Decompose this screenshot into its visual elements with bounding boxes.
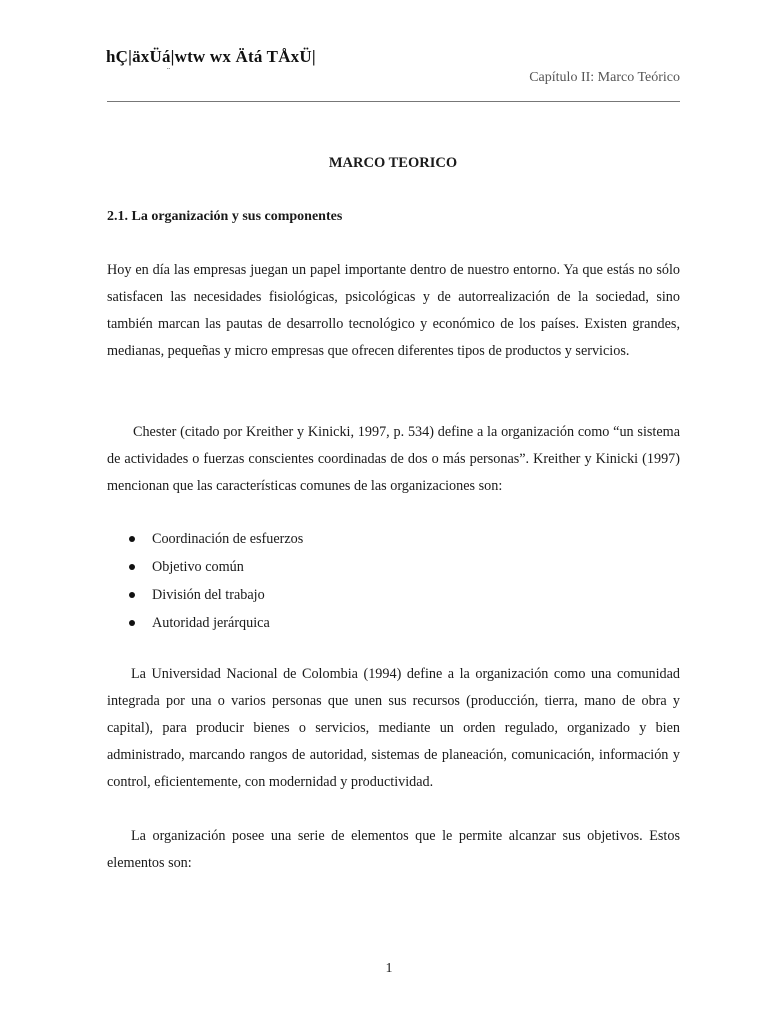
list-item-label: Autoridad jerárquica [152, 615, 270, 631]
list-item [107, 553, 680, 581]
paragraph-unal-definition: La Universidad Nacional de Colombia (1994) define a la organización como una comunidad integrada por una o varios personas que unen sus recursos (producción, tierra, mano de obra y capital), para producir bienes o servicios, mediante un orden regulado, organizado y bien administrado, marcando rangos de autoridad, sistemas de planeación, comunicación, información y control, eficientemente, con modernidad y productividad. [107, 666, 680, 790]
bullet-icon [129, 564, 135, 570]
page-title: MARCO TEORICO [328, 155, 458, 171]
page-number: 1 [385, 961, 393, 976]
list-item-label: División del trabajo [152, 587, 265, 603]
section-heading: 2.1. La organización y sus componentes [107, 209, 343, 224]
characteristics-list [107, 525, 680, 637]
list-item-label: Objetivo común [152, 559, 244, 575]
list-item [107, 581, 680, 609]
bullet-icon [129, 620, 135, 626]
chapter-heading: Capítulo II: Marco Teórico [529, 70, 680, 85]
header-logo-mark: ¨ [167, 66, 170, 76]
paragraph-elements-intro: La organización posee una serie de elementos que le permite alcanzar sus objetivos. Estos elementos son: [107, 828, 680, 871]
bullet-icon [129, 592, 135, 598]
header-divider [107, 101, 680, 102]
list-item [107, 525, 680, 553]
bullet-icon [129, 536, 135, 542]
list-item-label: Coordinación de esfuerzos [152, 531, 304, 547]
paragraph-intro: Hoy en día las empresas juegan un papel importante dentro de nuestro entorno. Ya que estás no sólo satisfacen las necesidades fisiológicas, psicológicas y de autorrealización de la sociedad, sino también marcan las pautas de desarrollo tecnológico y económico de los países. Existen grandes, medianas, pequeñas y micro empresas que ofrecen diferentes tipos de productos y servicios. [107, 262, 680, 359]
paragraph-chester-definition: Chester (citado por Kreither y Kinicki, 1997, p. 534) define a la organización como “un sistema de actividades o fuerzas conscientes coordinadas de dos o más personas”. Kreither y Kinicki (1997) mencionan que las características comunes de las organizaciones son: [107, 424, 680, 494]
list-item [107, 609, 680, 637]
header-logo-text: hÇ|äxÜá|wtw wx Ätá TÅxÜ| [106, 47, 316, 66]
